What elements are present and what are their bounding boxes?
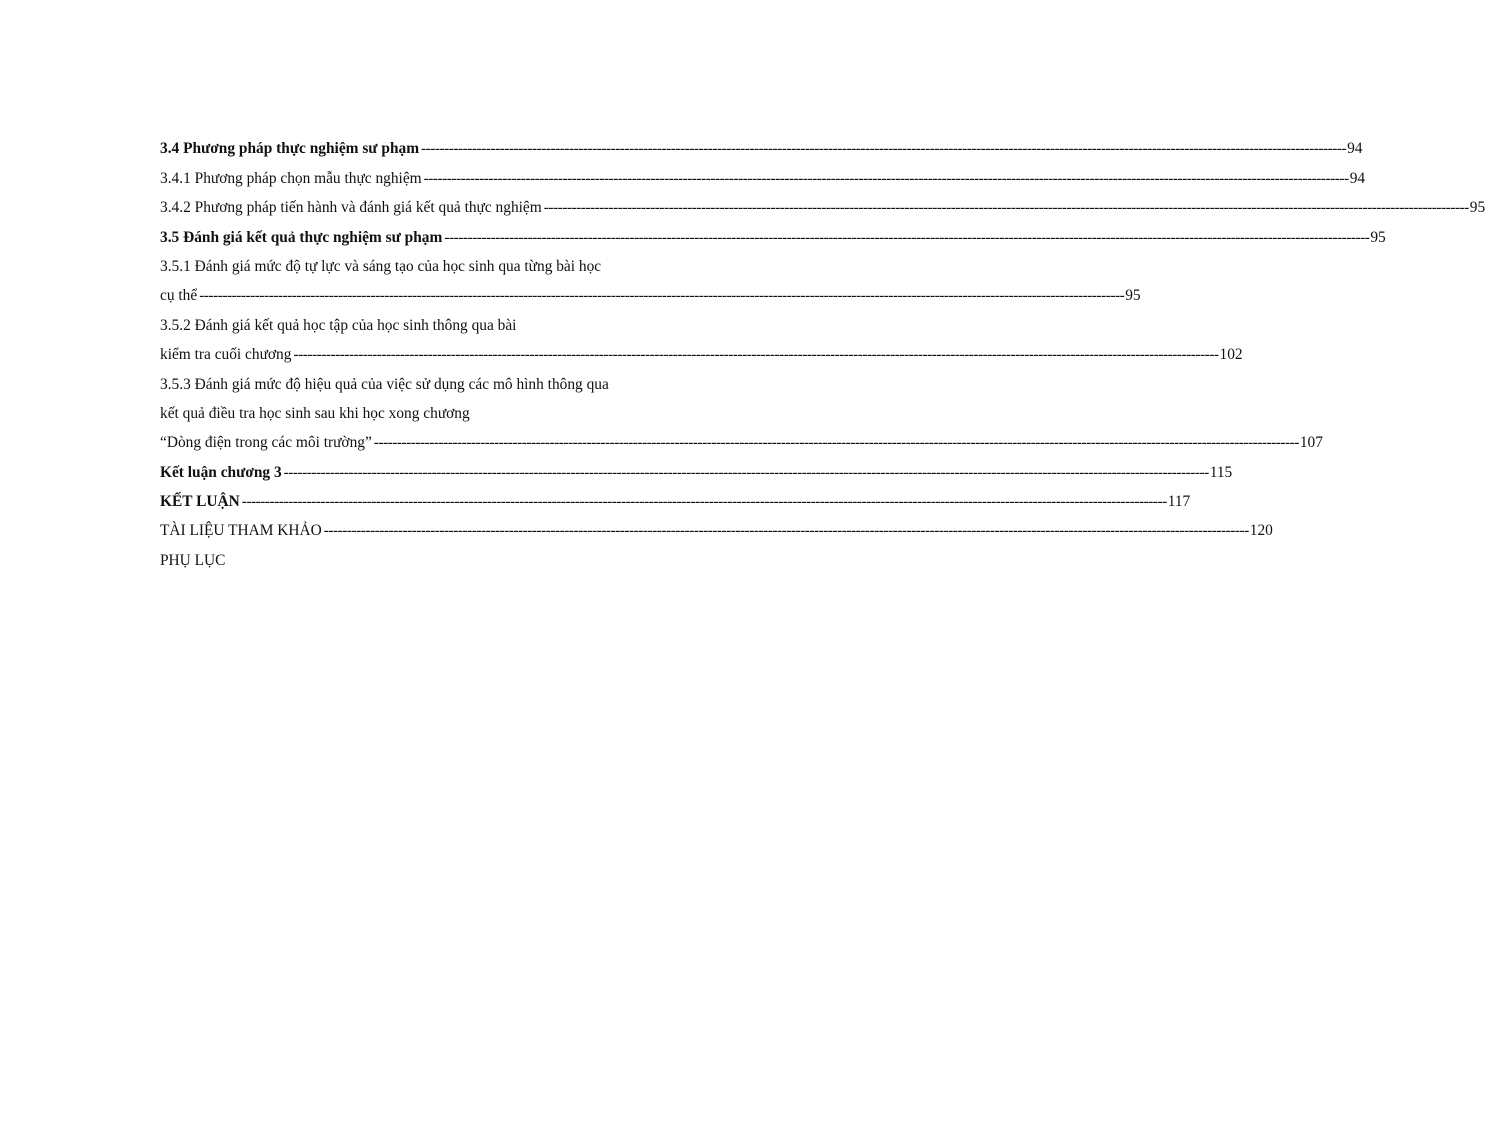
toc-entry-title: “Dòng điện trong các môi trường”: [160, 434, 372, 452]
toc-entry-title: PHỤ LỤC: [160, 551, 226, 569]
toc-entry[interactable]: [160, 453, 1233, 482]
toc-entry-title: 3.5 Đánh giá kết quả thực nghiệm sư phạm: [160, 228, 443, 246]
toc-leader: --------------------------------------------------------------------------------------------------------------------------------------------------------------------------------------------------------: [283, 463, 1209, 481]
toc-leader: --------------------------------------------------------------------------------------------------------------------------------------------------------------------------------------------------------: [241, 493, 1167, 511]
toc-entry-page: 115: [1209, 463, 1233, 481]
toc-entry-title: 3.4.2 Phương pháp tiến hành và đánh giá kết quả thực nghiệm: [160, 199, 542, 217]
toc-entry-page: 95: [1469, 199, 1485, 217]
toc-leader: --------------------------------------------------------------------------------------------------------------------------------------------------------------------------------------------------------: [199, 287, 1125, 305]
toc-entry[interactable]: [160, 424, 1323, 453]
toc-leader: --------------------------------------------------------------------------------------------------------------------------------------------------------------------------------------------------------: [423, 169, 1349, 187]
toc-entry-page: 94: [1347, 140, 1363, 158]
toc-entry[interactable]: [160, 248, 710, 277]
toc-entry[interactable]: [160, 189, 1485, 218]
toc-entry-page: 107: [1299, 434, 1323, 452]
toc-entry-page: 102: [1219, 346, 1243, 364]
toc-entry[interactable]: [160, 365, 710, 394]
toc-entry[interactable]: [160, 218, 1386, 247]
toc-entry-title: 3.5.1 Đánh giá mức độ tự lực và sáng tạo của học sinh qua từng bài học: [160, 257, 602, 275]
toc-entry[interactable]: [160, 306, 710, 335]
toc-entry-title: 3.5.3 Đánh giá mức độ hiệu quả của việc sử dụng các mô hình thông qua: [160, 375, 609, 393]
toc-entry-title: 3.5.2 Đánh giá kết quả học tập của học sinh thông qua bài: [160, 316, 517, 334]
toc-entry-title: TÀI LIỆU THAM KHẢO: [160, 522, 322, 540]
toc-entry[interactable]: [160, 395, 710, 424]
toc-leader: --------------------------------------------------------------------------------------------------------------------------------------------------------------------------------------------------------: [421, 140, 1347, 158]
toc-entry-title: kết quả điều tra học sinh sau khi học xong chương: [160, 404, 470, 422]
toc-entry[interactable]: [160, 483, 1191, 512]
toc-entry-title: kiểm tra cuối chương: [160, 346, 292, 364]
table-of-contents: [160, 130, 1485, 571]
toc-entry-title: 3.4.1 Phương pháp chọn mẫu thực nghiệm: [160, 169, 422, 187]
toc-entry-page: 95: [1370, 228, 1386, 246]
toc-leader: --------------------------------------------------------------------------------------------------------------------------------------------------------------------------------------------------------: [444, 228, 1370, 246]
toc-entry-title: Kết luận chương 3: [160, 463, 282, 481]
toc-entry-title: cụ thể: [160, 287, 198, 305]
toc-leader: --------------------------------------------------------------------------------------------------------------------------------------------------------------------------------------------------------: [293, 346, 1219, 364]
toc-leader: --------------------------------------------------------------------------------------------------------------------------------------------------------------------------------------------------------: [543, 199, 1469, 217]
toc-entry[interactable]: [160, 277, 1141, 306]
toc-entry[interactable]: [160, 336, 1243, 365]
toc-entry[interactable]: [160, 512, 1273, 541]
toc-entry[interactable]: [160, 130, 1363, 159]
toc-entry-page: 117: [1167, 493, 1191, 511]
toc-entry-page: 95: [1125, 287, 1141, 305]
toc-entry[interactable]: [160, 541, 710, 570]
toc-leader: --------------------------------------------------------------------------------------------------------------------------------------------------------------------------------------------------------: [373, 434, 1299, 452]
toc-entry-title: KẾT LUẬN: [160, 493, 240, 511]
toc-entry-page: 94: [1349, 169, 1366, 187]
toc-leader: --------------------------------------------------------------------------------------------------------------------------------------------------------------------------------------------------------: [323, 522, 1249, 540]
toc-entry-title: 3.4 Phương pháp thực nghiệm sư phạm: [160, 140, 420, 158]
toc-entry[interactable]: [160, 159, 1366, 188]
toc-entry-page: 120: [1249, 522, 1273, 540]
